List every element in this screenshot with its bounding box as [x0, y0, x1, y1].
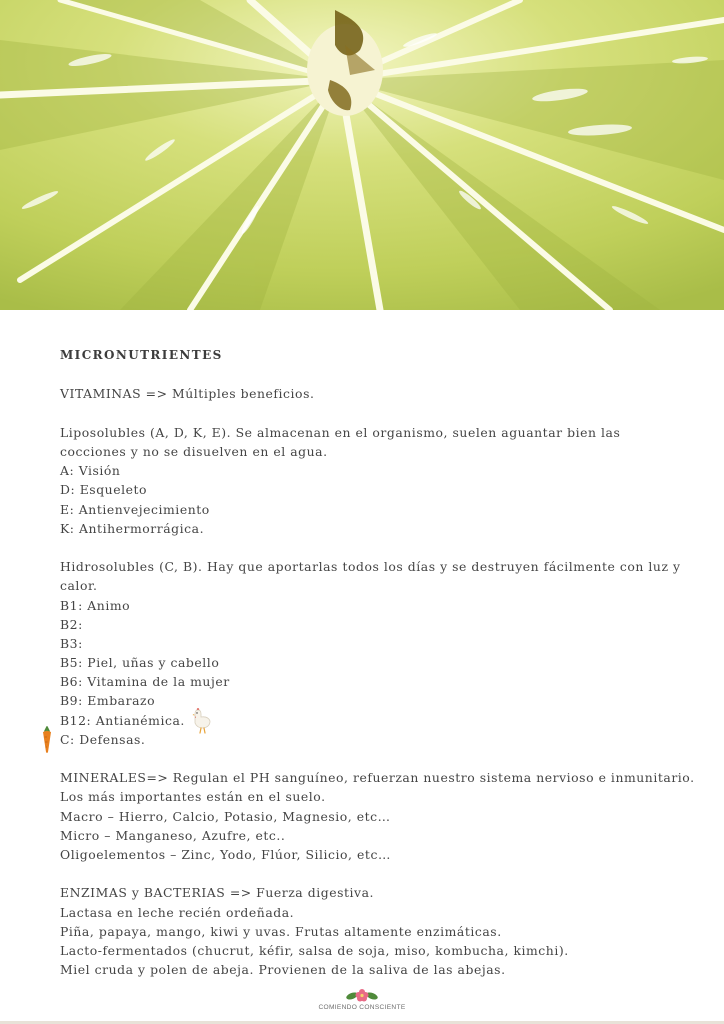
- list-item: E: Antienvejecimiento: [60, 501, 210, 517]
- footer-brand: COMIENDO CONSCIENTE: [318, 1004, 406, 1011]
- list-item: A: Visión: [60, 463, 121, 479]
- list-item: B9: Embarazo: [60, 693, 156, 709]
- chicken-icon: [190, 708, 212, 734]
- spacer: [60, 538, 690, 557]
- list-item: Piña, papaya, mango, kiwi y uvas. Frutas altamente enzimáticas.: [60, 923, 502, 939]
- page-title: MICRONUTRIENTES: [60, 348, 223, 362]
- lime-slice-photo: [0, 0, 724, 310]
- document-body: [60, 346, 695, 979]
- spacer: [60, 864, 690, 883]
- list-item: B6: Vitamina de la mujer: [60, 674, 230, 690]
- vitaminas-intro: VITAMINAS => Múltiples beneficios.: [60, 386, 315, 402]
- list-item: B2:: [60, 616, 83, 632]
- minerales-intro: MINERALES=> Regulan el PH sanguíneo, refuerzan nuestro sistema nervioso e inmunitario.: [60, 770, 695, 786]
- flower-logo-icon: [344, 988, 380, 1002]
- footer-logo: [312, 988, 412, 1018]
- spacer: [60, 404, 690, 423]
- spacer: [60, 749, 690, 768]
- list-item: Lacto-fermentados (chucrut, kéfir, salsa de soja, miso, kombucha, kimchi).: [60, 942, 569, 958]
- list-item: Micro – Manganeso, Azufre, etc..: [60, 827, 286, 843]
- list-item: B3:: [60, 635, 83, 651]
- list-item: Los más importantes están en el suelo.: [60, 789, 326, 805]
- list-item: B5: Piel, uñas y cabello: [60, 655, 220, 671]
- list-item: C: Defensas.: [60, 731, 146, 747]
- list-item: Oligoelementos – Zinc, Yodo, Flúor, Silicio, etc…: [60, 846, 391, 862]
- list-item: B1: Animo: [60, 597, 131, 613]
- list-item: Lactasa en leche recién ordeñada.: [60, 904, 295, 920]
- carrot-icon: [40, 726, 54, 754]
- list-item: D: Esqueleto: [60, 482, 148, 498]
- liposolubles-desc: Liposolubles (A, D, K, E). Se almacenan en el organismo, suelen aguantar bien las cocciones y no se disuelven en el agua.: [60, 424, 621, 459]
- list-item: B12: Antianémica.: [60, 712, 185, 728]
- list-item: Macro – Hierro, Calcio, Potasio, Magnesio, etc…: [60, 808, 391, 824]
- list-item: K: Antihermorrágica.: [60, 520, 205, 536]
- enzimas-intro: ENZIMAS y BACTERIAS => Fuerza digestiva.: [60, 885, 375, 901]
- hidrosolubles-desc: Hidrosolubles (C, B). Hay que aportarlas todos los días y se destruyen fácilmente con luz y calor.: [60, 559, 681, 594]
- list-item: Miel cruda y polen de abeja. Provienen de la saliva de las abejas.: [60, 962, 506, 978]
